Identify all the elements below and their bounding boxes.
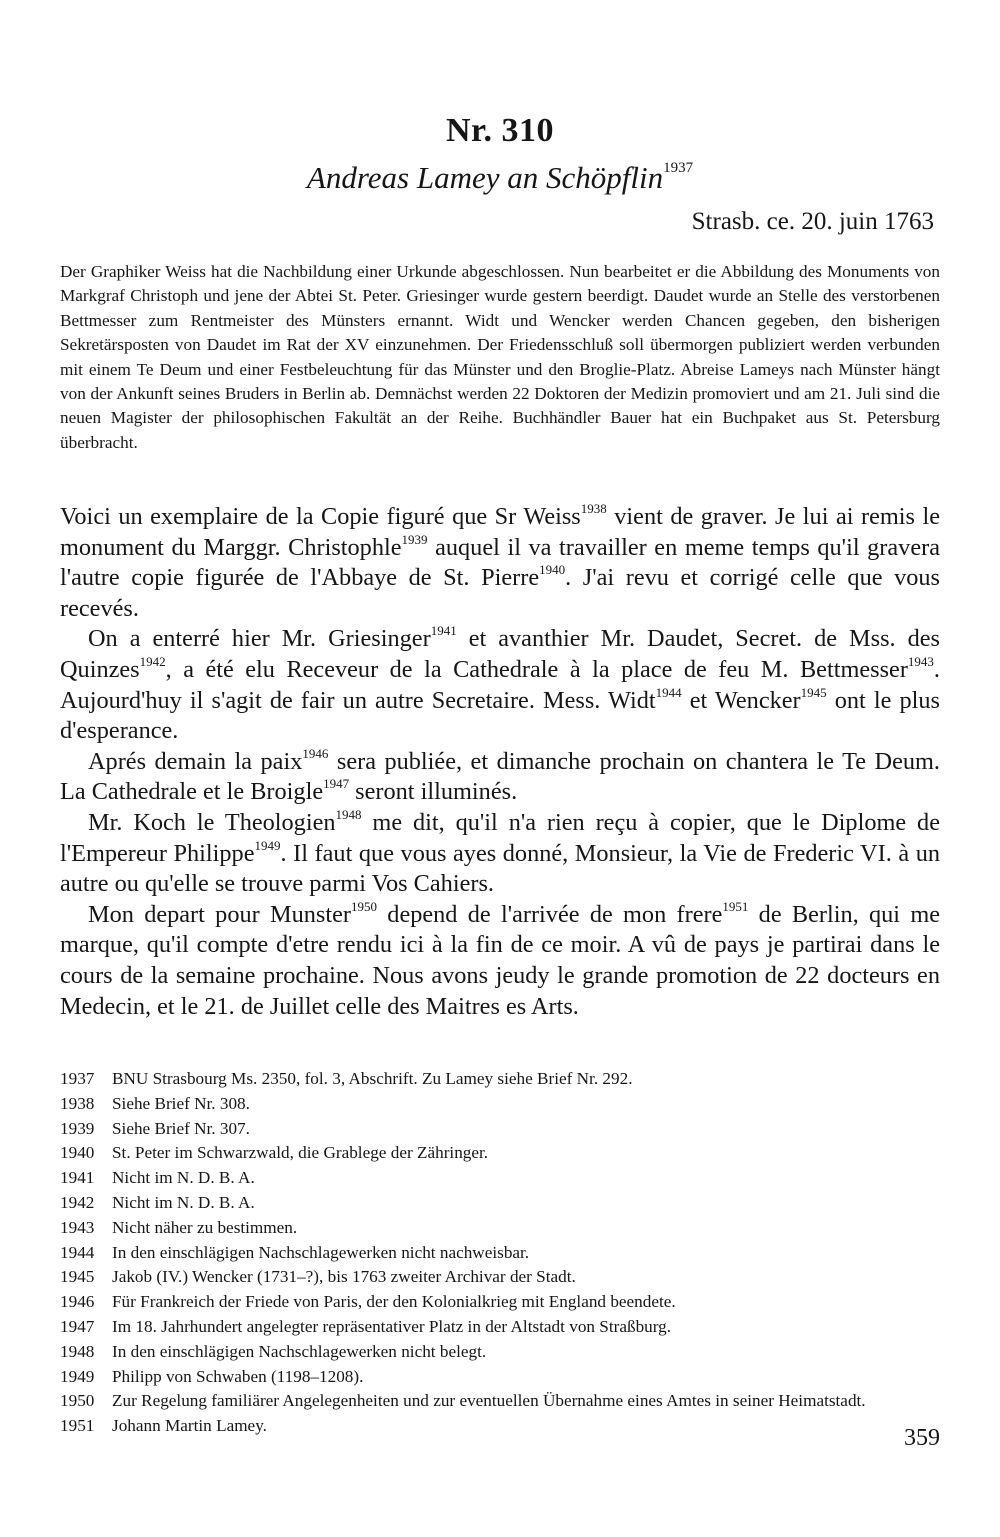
footnote (60, 1241, 950, 1266)
letter-paragraph (60, 624, 940, 746)
letter-text: de Berlin, qui me marque, qu'il compte d'etre rendu ici à la fin de ce moi (60, 900, 941, 959)
letter-paragraph (60, 900, 940, 1022)
letter-text: . J'ai revu et corrigé celle que vous recevés. (60, 564, 940, 622)
footnote-number: 1951 (60, 1416, 95, 1436)
footnote-text: Nicht im N. D. B. A. (112, 1168, 255, 1188)
footnote (60, 1365, 950, 1390)
footnote-text: Philipp von Schwaben (1198–1208). (112, 1366, 364, 1386)
letter-text: Mr. Koch le Theologien (88, 808, 336, 836)
footnote-text: In den einschlägigen Nachschlagewerken nicht nachweisbar. (112, 1242, 530, 1262)
letter-text: . Il faut que vous ayes donné, Monsieur, la Vie de Frederic VI. à un autre ou qu'elle se trouve parmi Vos Cahiers. (60, 839, 940, 898)
footnote-number: 1944 (60, 1242, 95, 1262)
footnote-ref: 1939 (401, 531, 428, 547)
footnote-number: 1945 (60, 1267, 95, 1287)
footnote-ref: 1944 (655, 684, 682, 700)
footnote-ref: 1949 (254, 837, 281, 853)
footnote-number: 1937 (60, 1069, 95, 1088)
footnote (60, 1340, 950, 1365)
letter-text: auquel il va travailler en meme temps qu'il gravera l'autre copie figurée de l'Abbaye de St. Pierre (60, 533, 940, 592)
letter-text: vient de graver. Je lui ai remis le monument du Marggr. Christophle (60, 503, 940, 561)
footnote-ref: 1940 (539, 562, 566, 578)
letter-text: On a enterré hier Mr. Griesinger (88, 625, 431, 653)
footnote-ref: 1951 (722, 898, 749, 914)
footnote-ref: 1937 (663, 160, 694, 176)
letter-paragraph (60, 808, 940, 900)
letter-text: . A vû de pays je partirai dans le cours de la semaine prochaine. Nous avons jeudy le grande promotion de 22 docteurs en Medecin, et le 21. de Juillet celle des Maitres es Arts. (60, 931, 940, 1020)
footnote (60, 1092, 950, 1117)
footnote-number: 1948 (60, 1341, 95, 1361)
letter-text: ont le plus d'esperance. (60, 686, 940, 745)
footnote-ref: 1943 (907, 653, 934, 669)
footnote-text: Jakob (IV.) Wencker (1731–?), bis 1763 zweiter Archivar der Stadt. (112, 1267, 576, 1287)
footnote-text: BNU Strasbourg Ms. 2350, fol. 3, Abschrift. Zu Lamey siehe Brief Nr. 292. (112, 1069, 633, 1088)
letter-text: Aprés demain la paix (88, 747, 303, 775)
footnote-number: 1946 (60, 1292, 95, 1312)
footnote-ref: 1947 (323, 776, 350, 792)
footnote-number: 1939 (60, 1118, 95, 1138)
footnote (60, 1117, 950, 1142)
letter-text: Mon depart pour Munster (88, 900, 351, 928)
letter-text: depend de l'arrivée de mon frere (377, 900, 723, 928)
footnote-number: 1950 (60, 1391, 95, 1411)
footnote (60, 1315, 950, 1340)
summary-paragraph: Der Graphiker Weiss hat die Nachbildung einer Urkunde abgeschlossen. Nun bearbeitet er die Abbildung des Monuments von Markgraf Christoph und jene der Abtei St. Peter. Griesinger wurde gestern beerdigt. Daudet wurde an Stelle des verstorbenen Bettmesser zum Rentmeister des Münsters ernannt. Widt und Wencker werden Chancen gegeben, den bisherigen Sekretärsposten von Daudet im Rat der XV einzunehmen. Der Friedensschluß soll übermorgen publiziert werden verbunden mit einem Te Deum und einer Festbeleuchtung für das Münster und den Broglie-Platz. Abreise Lameys nach Münster hängt von der Ankunft seines Bruders in Berlin ab. Demnächst werden 22 Doktoren der Medizin promoviert und am 21. Juli sind die neuen Magister der philosophischen Fakultät an der Reihe. Buchhändler Bauer hat ein Buchpaket aus St. Petersburg überbracht. (60, 262, 940, 452)
footnote-ref: 1938 (580, 501, 607, 516)
letter-text: me dit, qu'il n'a rien reçu à copier, que le Diplome de l'Empereur Philippe (60, 808, 940, 867)
letter-title-text: Andreas Lamey an Schöpflin (306, 160, 664, 195)
footnote (60, 1191, 950, 1216)
footnote-ref: 1942 (139, 653, 166, 669)
footnote-text: In den einschlägigen Nachschlagewerken nicht belegt. (112, 1341, 487, 1361)
letter-body (60, 502, 940, 1022)
footnote-ref: 1945 (800, 684, 827, 700)
footnote-number: 1942 (60, 1192, 95, 1212)
letter-paragraph (60, 502, 940, 624)
footnote-text: Johann Martin Lamey. (112, 1416, 267, 1436)
footnote-number: 1949 (60, 1366, 95, 1386)
footnote-text: Nicht im N. D. B. A. (112, 1192, 255, 1212)
letter-text: et avanthier Mr. Daudet, Secret. de Mss. des Quinzes (60, 625, 940, 683)
footnote (60, 1290, 950, 1315)
letter-number: Nr. 310 (445, 112, 555, 149)
footnote (60, 1414, 950, 1439)
footnote (60, 1216, 950, 1241)
letter-text: et Wencker (681, 686, 801, 714)
footnote-text: Für Frankreich der Friede von Paris, der den Kolonialkrieg mit England beendete. (112, 1292, 676, 1312)
footnotes-list (60, 1067, 950, 1439)
letter-text: sera publiée, et dimanche prochain on chantera le Te Deum. La Cathedrale et le Broigle (60, 747, 940, 806)
footnote-ref: 1941 (430, 623, 457, 639)
footnote-ref: 1950 (351, 898, 377, 914)
letter-title (0, 160, 1000, 196)
footnote-number: 1941 (60, 1168, 95, 1188)
footnote-number: 1943 (60, 1217, 95, 1237)
letter-text: Voici un exemplaire de la Copie figuré que Sr Weiss (60, 503, 581, 530)
footnote-ref: 1946 (302, 745, 329, 761)
footnote-number: 1938 (60, 1093, 95, 1113)
footnote-ref: 1948 (335, 806, 362, 822)
letter-text: seront illuminés. (349, 778, 518, 806)
footnote-text: Nicht näher zu bestimmen. (112, 1217, 298, 1237)
footnote-text: Zur Regelung familiärer Angelegenheiten und zur eventuellen Übernahme eines Amtes in seiner Heimatstadt. (112, 1391, 866, 1411)
footnote-text: Siehe Brief Nr. 307. (112, 1118, 250, 1138)
footnote (60, 1265, 950, 1290)
footnote (60, 1141, 950, 1166)
letter-paragraph (60, 747, 940, 808)
footnote-text: Siehe Brief Nr. 308. (112, 1093, 250, 1113)
letter-text: , a été elu Receveur de la Cathedrale à la place de feu M. Bettmesser (165, 655, 908, 683)
footnote (60, 1389, 950, 1414)
footnote-number: 1947 (60, 1316, 95, 1336)
footnote (60, 1067, 950, 1092)
letter-date: Strasb. ce. 20. juin 1763 (691, 208, 934, 235)
footnote-number: 1940 (60, 1143, 95, 1163)
footnote-text: St. Peter im Schwarzwald, die Grablege der Zähringer. (112, 1143, 489, 1163)
letter-text: . Aujourd'huy il s'agit de fair un autre Secretaire. Mess. Widt (60, 655, 940, 714)
footnote (60, 1166, 950, 1191)
footnote-text: Im 18. Jahrhundert angelegter repräsentativer Platz in der Altstadt von Straßburg. (112, 1316, 672, 1336)
letter-text: r (608, 931, 616, 959)
page-number: 359 (904, 1425, 940, 1451)
